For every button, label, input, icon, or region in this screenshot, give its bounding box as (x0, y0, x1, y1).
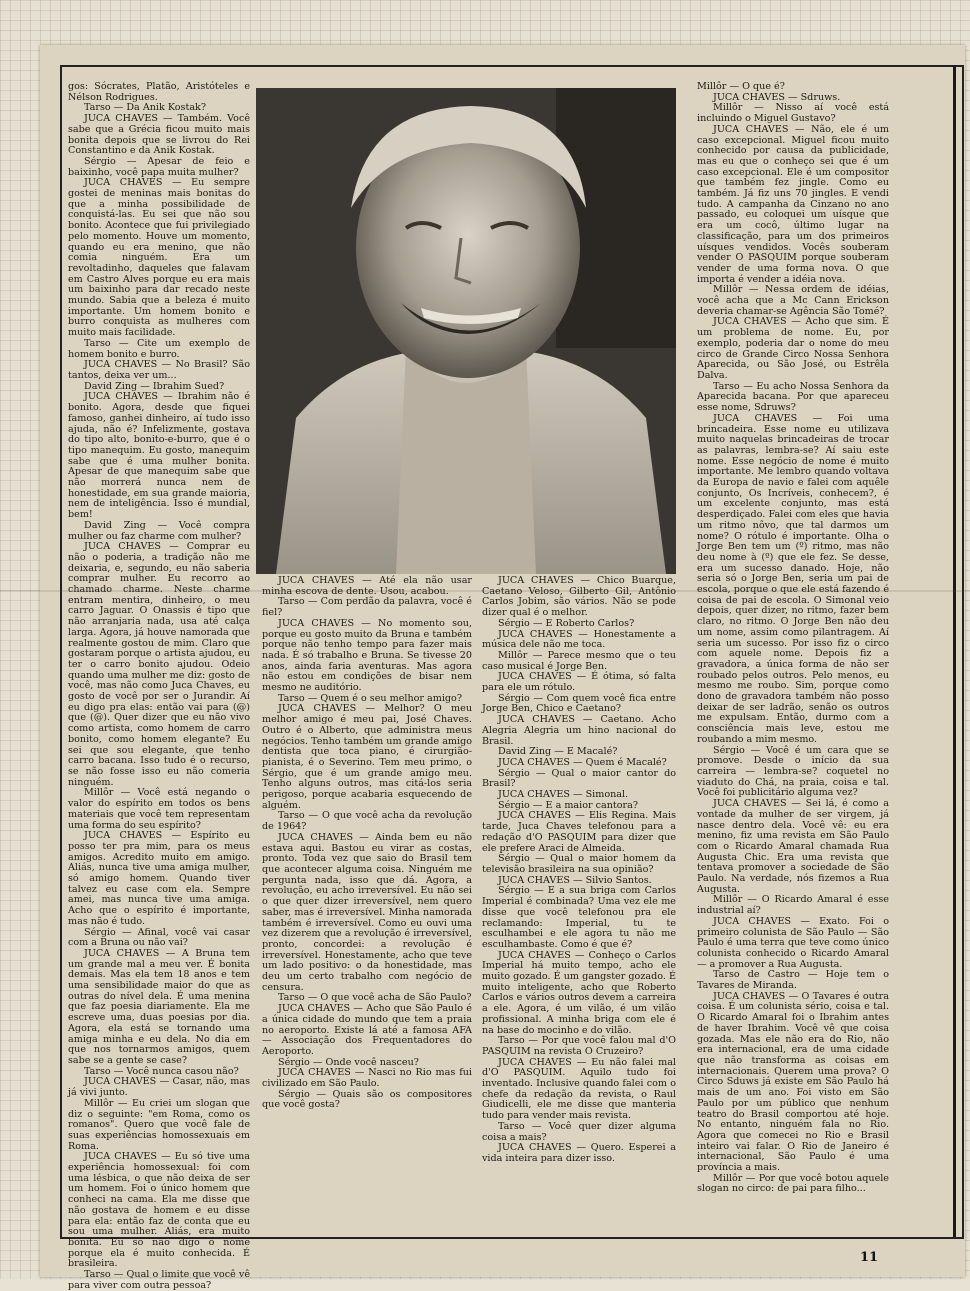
paragraph: JUCA CHAVES — Quem é Macalé? (498, 756, 667, 768)
text-column-1 (68, 81, 250, 1291)
paragraph: Tarso — Qual o limite que você vê para viver com outra pessoa? (68, 1269, 250, 1291)
paragraph: Tarso — Quem é o seu melhor amigo? (278, 692, 462, 704)
paragraph: JUCA CHAVES — Eu não falei mal d'O PASQUIM. Aquilo tudo foi inventado. Inclusive quando falei com o chefe da redação da revista, o Raul Giudicelli, ele me disse que manteria tudo para vender mais revista. (482, 1056, 676, 1122)
paragraph: JUCA CHAVES — Também. Você sabe que a Grécia ficou muito mais bonita depois que se livrou do Rei Constantino e da Anik Kostak. (68, 113, 250, 157)
paragraph: JUCA CHAVES — Sdruws. (713, 91, 841, 103)
portrait-photo (256, 88, 676, 574)
paragraph: Millôr — O Ricardo Amaral é esse industrial aí? (697, 894, 889, 917)
paragraph: Sérgio — E Roberto Carlos? (498, 617, 635, 629)
paragraph: JUCA CHAVES — Conheço o Carlos Imperial há muito tempo, acho ele muito gozado. É um gangster gozado. É muito inteligente, acho que Roberto Carlos e vários outros devem a carreira a ele. Agora, é um vilão, é um vilão profissional. A minha briga com ele é na base do mocinho e do vilão. (482, 949, 676, 1036)
paragraph: JUCA CHAVES — Quero. Esperei a vida inteira para dizer isso. (482, 1142, 676, 1164)
paragraph: JUCA CHAVES — Espírito eu posso ter pra mim, para os meus amigos. Acredito muito em amigo. Aliás, nunca tive uma amiga mulher, só amigo homem. Quando tiver talvez eu case com ela. Sempre amei, mas nunca tive uma amiga. Acho que o espírito é importante, mas não é tudo. (68, 830, 250, 927)
paragraph: Sérgio — Quais são os compositores que você gosta? (262, 1088, 472, 1111)
text-column-3 (482, 576, 676, 1212)
paragraph: Millôr — Nisso aí você está incluindo o Miguel Gustavo? (697, 102, 889, 125)
paragraph: JUCA CHAVES — Honestamente a música dele não me toca. (482, 628, 676, 651)
paragraph: Millôr — Eu criei um slogan que diz o seguinte: "em Roma, como os romanos". Quero que você fale de suas experiências homossexuais em Roma. (68, 1097, 250, 1152)
paragraph: JUCA CHAVES — É ótima, só falta para ele um rótulo. (482, 671, 676, 694)
page-number: 11 (860, 1250, 879, 1265)
text-column-4 (697, 82, 889, 1212)
paragraph: Tarso — Eu acho Nossa Senhora da Aparecida bacana. Por que apareceu esse nome, Sdruws? (697, 380, 889, 414)
paragraph: JUCA CHAVES — Até ela não usar minha escova de dente. Usou, acabou. (262, 575, 472, 597)
paragraph: Millôr — O que é? (697, 81, 785, 92)
page-border-right-rule (953, 65, 956, 1237)
paragraph: Tarso — Da Anik Kostak? (84, 102, 206, 114)
paragraph: Tarso de Castro — Hoje tem o Tavares de Miranda. (697, 969, 889, 992)
paragraph: JUCA CHAVES — O Tavares é outra coisa. É um colunista sério, coisa e tal. O Ricardo Amaral foi o Ibrahim antes de haver Ibrahim. Você vê que coisa gozada. Mas ele não era do Rio, não era internacional, era de uma cidade que não transforma as coisas em internacionais. Querem uma prova? O Circo Sduws já existe em São Paulo há mais de um ano. Foi visto em São Paulo por um público que nenhum teatro do Brasil comportou até hoje. No entanto, ninguém fala no Rio. Agora que comecei no Rio e Brasil inteiro vai falar. O Rio de Janeiro é internacional, São Paulo é uma província a mais. (697, 990, 889, 1174)
paragraph: Millôr — Por que você botou aquele slogan no circo: de pai para filho... (697, 1172, 889, 1195)
paragraph: JUCA CHAVES — Acho que sim. É um problema de nome. Eu, por exemplo, poderia dar o nome do meu circo de Grande Circo Nossa Senhora Aparecida, ou São José, ou Estrêla Dalva. (697, 316, 889, 381)
paragraph: Millôr — Você está negando o valor do espírito em todos os bens materiais que você tem representam uma forma do seu espírito? (68, 787, 250, 831)
paragraph: JUCA CHAVES — A Bruna tem um grande mal a meu ver. É bonita demais. Mas ela tem 18 anos e tem uma sensibilidade maior do que as outras do nível dela. É uma menina que faz poesia diariamente. Ela me escreve uma, duas poesias por dia. Agora, ela está se tornando uma amiga minha e eu dela. No dia em que nos tornarmos amigos, quem sabe se a gente se case? (68, 947, 250, 1066)
paragraph: gos: Sócrates, Platão, Aristóteles e Nélson Rodrigues. (68, 81, 250, 103)
paragraph: Sérgio — Afinal, você vai casar com a Bruna ou não vai? (68, 926, 250, 949)
paragraph: Sérgio — E a sua briga com Carlos Imperial é combinada? Uma vez ele me disse que você telefonou pra ele reclamando: Imperial, tu te esculhambei e ele agora tu não me esculhambaste. Como é que é? (482, 885, 676, 950)
paragraph: Sérgio — Qual o maior cantor do Brasil? (482, 767, 676, 790)
paragraph: Tarso — Com perdão da palavra, você é fiel? (262, 596, 472, 619)
paragraph: Sérgio — Com quem você fica entre Jorge Ben, Chico e Caetano? (482, 692, 676, 715)
paragraph: Tarso — Você quer dizer alguma coisa a mais? (482, 1120, 676, 1143)
paragraph: Tarso — Por que você falou mal d'O PASQUIM na revista O Cruzeiro? (482, 1035, 676, 1057)
paragraph: Sérgio — Onde você nasceu? (278, 1056, 419, 1068)
paragraph: Sérgio — Qual o maior homem da televisão brasileira na sua opinião? (482, 853, 676, 875)
paragraph: JUCA CHAVES — Exato. Foi o primeiro colunista de São Paulo — São Paulo é uma terra que teve como único colunista conhecido o Ricardo Amaral — a promover a Rua Augusta. (697, 915, 889, 970)
paragraph: JUCA CHAVES — Não, ele é um caso excepcional. Miguel ficou muito conhecido por causa da publicidade, mas eu que o conheço sei que é um caso excepcional. Ele é um compositor que também fez jingle. Como eu também. Já fiz uns 70 jingles. E vendi tudo. A campanha da Cinzano no ano passado, eu coloquei um uísque que era um cocô, último lugar na classificação, para um dos primeiros uísques vendidos. Vocês souberam vender O PASQUIM porque souberam vender de uma forma nova. O que importa é vender a idéia nova. (697, 123, 889, 285)
text-column-2 (262, 576, 472, 1212)
paragraph: Tarso — Você nunca casou não? (84, 1065, 239, 1077)
paragraph: JUCA CHAVES — Eu sempre gostei de meninas mais bonitas do que a minha possibilidade de conquistá-las. Eu sei que não sou bonito. Acontece que fui privilegiado pelo momento. Houve um momento, quando eu era menino, que não comia ninguém. Era um revoltadinho, daqueles que falavam em Castro Alves porque eu era mais um baixinho para dar recado neste mundo. Sabia que a beleza é muito importante. Um homem bonito e burro conquista as mulheres com muito mais facilidade. (68, 177, 250, 339)
paragraph: JUCA CHAVES — Acho que São Paulo é a única cidade do mundo que tem a praia no aeroporto. Existe lá até a famosa AFA — Associação dos Frequentadores do Aeroporto. (262, 1003, 472, 1057)
paragraph: Tarso — Cite um exemplo de homem bonito e burro. (68, 337, 250, 360)
paragraph: JUCA CHAVES — Silvio Santos. (498, 874, 652, 886)
paragraph: JUCA CHAVES — Eu só tive uma experiência homossexual: foi com uma lésbica, o que não deixa de ser um homem. Foi o único homem que conheci na cama. Ela me disse que não gostava de homem e eu disse para ela: então faz de conta que eu sou uma mulher. Aliás, era muito bonita. Eu só não digo o nome porque ela é muito conhecida. É brasileira. (68, 1151, 250, 1270)
paragraph: Sérgio — Apesar de feio e baixinho, você papa muita mulher? (68, 155, 250, 178)
paragraph: JUCA CHAVES — Ainda bem eu não estava aqui. Bastou eu virar as costas, pronto. Toda vez que saio do Brasil tem que acontecer alguma coisa. Ninguém me pergunta nada, isso que dá. Agora, a revolução, eu acho irreversível. Eu não sei o que quer dizer irreversível, nem quero saber, mas é irreversível. Minha namorada também é irreversível. Como eu ouvi uma vez dizerem que a revolução é irreversível, pronto, concordei: a revolução é irreversível. Honestamente, acho que teve um lado positivo: o da honestidade, mas deu um certo trabalho com negócio de censura. (262, 831, 472, 993)
paragraph: JUCA CHAVES — Simonal. (498, 789, 629, 801)
paragraph: Sérgio — Você é um cara que se promove. Desde o início da sua carreira — lembra-se? coquetel no viaduto do Chá, na praia, coisa e tal. Você foi publicitário alguma vez? (697, 744, 889, 799)
paragraph: David Zing — E Macalé? (498, 746, 618, 758)
paragraph: JUCA CHAVES — Elis Regina. Mais tarde, Juca Chaves telefonou para a redação d'O PASQUIM para dizer que ele prefere Araci de Almeida. (482, 810, 676, 854)
paragraph: JUCA CHAVES — Nasci no Rio mas fui civilizado em São Paulo. (262, 1067, 472, 1090)
paragraph: JUCA CHAVES — Ibrahim não é bonito. Agora, desde que fiquei famoso, ganhei dinheiro, aí tudo isso ajuda, não é? Infelizmente, gostava do tipo alto, bonito-e-burro, que é o tipo manequim. Eu gosto, manequim sabe que é uma mulher bonita. Apesar de que manequim sabe que não morrerá nunca nem de honestidade, em sua grande maioria, nem de inteligência. Isso é mundial, bem! (68, 391, 250, 521)
paragraph: JUCA CHAVES — Sei lá, é como a vontade da mulher de ser virgem, já nasce dentro dela. Você vê: eu era menino, fiz uma revista em São Paulo com o Ricardo Amaral chamada Rua Augusta Chic. Era uma revista que tentava promover a sociedade de São Paulo. Na verdade, nós fizemos a Rua Augusta. (697, 798, 889, 895)
paragraph: Millôr — Nessa ordem de idéias, você acha que a Mc Cann Erickson deveria chamar-se Agência São Tomé? (697, 284, 889, 317)
paragraph: JUCA CHAVES — Foi uma brincadeira. Esse nome eu utilizava muito naquelas brincadeiras de trocar as palavras, lembra-se? Aí saiu este nome. Esse negócio de nome é muito importante. Me lembro quando voltava da Europa de navio e falei com aquêle conjunto, Os Incríveis, conhecem?, é um excelente conjunto, mas está desperdiçado. Falei com eles que havia um ritmo nôvo, que tal darmos um nome? O rótulo é importante. Olha o Jorge Ben tem um (º) ritmo, mas não deu nome à (º) que ele fez. Se desse, era um sucesso danado. Hoje, não seria só o Jorge Ben, seria um pai de escola, porque o que ele está fazendo é coisa de pai de escola. O Simonal veio depois, quer dizer, no ritmo, fazer bem claro, no ritmo. O Jorge Ben não deu um nome, assim como pilantragem. Aí seria um sucesso. Por isso fiz o circo com aquele nome. Depois fiz a gravadora, a única forma de não ser roubado pelos outros. Pelo menos, eu mesmo me roubo. Sim, porque como dono de gravadora também não posso deixar de ser ladrão, senão os outros me expulsam. Então, durmo com a consciência mais leve, estou me roubando a mim mesmo. (697, 412, 889, 745)
paragraph: Sérgio — E a maior cantora? (498, 799, 638, 811)
paragraph: JUCA CHAVES — Caetano. Acho Alegria Alegria um hino nacional do Brasil. (482, 714, 676, 747)
paragraph: JUCA CHAVES — No Brasil? São tantos, deixa ver um... (68, 359, 250, 381)
paragraph: JUCA CHAVES — Chico Buarque, Caetano Veloso, Gilberto Gil, Antônio Carlos Jobim, são vários. Não se pode dizer qual é o melhor. (482, 575, 676, 619)
paragraph: Tarso — O que você acha da revolução de 1964? (262, 810, 472, 833)
portrait-illustration (256, 88, 676, 574)
paragraph: Tarso — O que você acha de São Paulo? (278, 992, 472, 1004)
paragraph: David Zing — Você compra mulher ou faz charme com mulher? (68, 519, 250, 542)
paragraph: JUCA CHAVES — No momento sou, porque eu gosto muito da Bruna e também porque não tenho tempo para fazer mais nada. É só trabalho e Bruna. Se tivesse 20 anos, ainda faria aventuras. Mas agora não estou em condições de bisar nem mesmo ne auditório. (262, 617, 472, 694)
paragraph: JUCA CHAVES — Melhor? O meu melhor amigo é meu pai, José Chaves. Outro é o Alberto, que administra meus negócios. Tenho também um grande amigo dentista que toca piano, é cirurgião-pianista, é o Severino. Tem meu primo, o Sérgio, que é um grande amigo meu. Tenho alguns outros, mas citá-los seria perigoso, porque acabaria esquecendo de alguém. (262, 703, 472, 811)
paragraph: JUCA CHAVES — Comprar eu não o poderia, a tradição não me deixaria, e, segundo, eu não saberia comprar mulher. Eu recorro ao chamado charme. Neste charme entram mentira, dinheiro, o meu carro Jaguar. O Onassis é tipo que não arranjaria nada, usa até calça larga. Agora, já houve namorada que realmente gostou de mim. Claro que gostaram porque o artista ajudou, eu ter o carro bonito ajudou. Odeio quando uma mulher me diz: gosto de você, mas não como Juca Chaves, eu gosto de você por ser o Jurandir. Aí eu digo pra elas: então vai para (@) que (@). Quer dizer que eu não vivo como artista, como homem de carro bonito, como homem elegante? Eu sei que sou elegante, que tenho carro bacana. Isso tudo é o recurso, se não fosse isso eu não comeria ninguém. (68, 541, 250, 788)
paragraph: Millôr — Parece mesmo que o teu caso musical é Jorge Ben. (482, 649, 676, 672)
paragraph: David Zing — Ibrahim Sued? (84, 380, 225, 392)
paragraph: JUCA CHAVES — Casar, não, mas já vivi junto. (68, 1076, 250, 1099)
